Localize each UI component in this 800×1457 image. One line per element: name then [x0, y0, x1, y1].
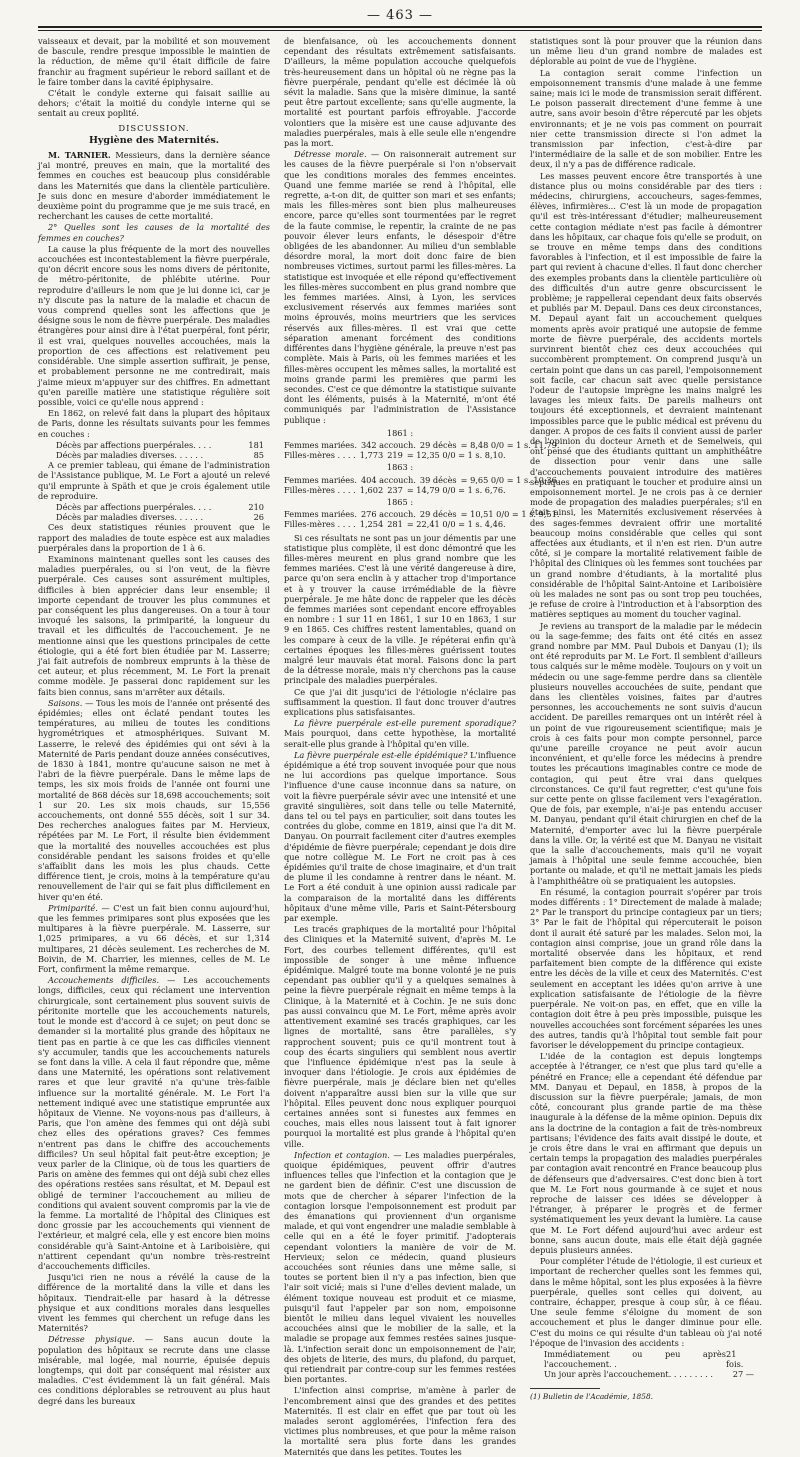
- paragraph: de bienfaisance, où les accouchements donnent cependant des résultats extrêmement satisfaisants. D'ailleurs, la même population accouche quelquefois très-heureusement dans un hôpital où ne règne pas la fièvre puerpérale, pendant qu'elle est décimée là où sévit la maladie. Sans que la misère diminue, la santé peut être partout excellente; sans qu'elle augmente, la mortalité est pourtant parfois effroyable. J'accorde volontiers que la misère est une cause adjuvante des maladies puerpérales, mais à elle seule elle n'engendre pas la mort.: [284, 36, 516, 149]
- paragraph: C'était le condyle externe qui faisait saillie au dehors; c'était la moitié du condyle interne qui se sentait au creux poplité.: [38, 88, 270, 119]
- paragraph: Ces deux statistiques réunies prouvent que le rapport des maladies de toute espèce est aux maladies puerpérales dans la proportion de 1 à 6.: [38, 522, 270, 553]
- paragraph: Pour compléter l'étude de l'étiologie, il est curieux et important de rechercher quelles sont les femmes qui, dans le même hôpital, sont les plus exposées à la fièvre puerpérale, quelles sont celles qui doivent, au contraire, échapper, presque à coup sûr, à ce fléau. Une seule femme s'éloigne du moment de son accouchement et plus le danger diminue pour elle. C'est du moins ce qui résulte d'un tableau où j'ai noté l'époque de l'invasion des accidents :: [530, 1256, 762, 1348]
- table-year: 1861 :: [386, 427, 414, 438]
- paragraph: La fièvre puerpérale est-elle purement sporadique? Mais pourquoi, dans cette hypothèse, la mortalité serait-elle plus grande à l'hôpital qu'en ville.: [284, 718, 516, 749]
- list-item: Décès par affections puerpérales. . . . 181: [56, 439, 264, 450]
- paragraph: Examinons maintenant quelles sont les causes des maladies puerpérales, ou si l'on veut, de la fièvre puerpérale. Ces causes sont assurément multiples, difficiles à bien apprécier dans leur ensemble; il importe cependant de trouver les plus communes et par conséquent les plus dangereuses. On a tour à tour invoqué les saisons, la primiparité, la longueur du travail et les difficultés de l'accouchement. Je ne mentionne ainsi que les questions principales de cette étiologie, qui a été fort bien étudiée par M. Lasserre; j'ai fait autrefois de nombreux emprunts à la thèse de cet auteur, et plus récemment, M. Le Fort la prenait comme modèle. Je passerai donc rapidement sur les faits bien connus, sans m'arrêter aux détails.: [38, 553, 270, 697]
- page-number: — 463 —: [366, 8, 434, 23]
- column-2: [284, 36, 560, 1457]
- paragraph: vaisseaux et devait, par la mobilité et son mouvement de bascule, rendre presque impossible le maintien de la réduction, de même qu'il était difficile de faire franchir au fragment supérieur le rebord saillant et de le faire tomber dans la cavité épiphysaire.: [38, 36, 270, 87]
- table-year: 1863 :: [386, 462, 414, 473]
- paragraph: A ce premier tableau, qui émane de l'administration de l'Assistance publique, M. Le Fort a ajouté un relevé qu'il emprunte à Späth et que je crois également utile de reproduire.: [38, 460, 270, 501]
- column-3: [530, 36, 762, 1401]
- question-heading: 2° Quelles sont les causes de la mortalité des femmes en couches?: [38, 222, 270, 243]
- header-rule-thin: [38, 30, 762, 31]
- footnote-rule: [530, 1388, 600, 1389]
- table-row: Filles-mères . . . . 1,602 237 = 14,79 0/0 = 1 s. 6,76.: [284, 484, 506, 495]
- paragraph: Ce que j'ai dit jusqu'ici de l'étiologie n'éclaire pas suffisamment la question. Il faut donc trouver d'autres explications plus satisfaisantes.: [284, 686, 516, 717]
- paragraph: La contagion serait comme l'infection un empoisonnement transmis d'une malade à une femme saine; mais ici le mode de transmission serait différent. Le poison passerait directement d'une femme à une autre, sans avoir besoin d'être répercuté par les objets environnants; et je ne vois pas comment on pourrait nier cette transmission directe si l'on admet la transmission par infection, c'est-à-dire par l'intermédiaire de la salle et de son mobilier. Entre les deux, il n'y a pas de différence radicale.: [530, 67, 762, 170]
- stats-list: [38, 440, 270, 460]
- table-year: 1865 :: [386, 496, 414, 507]
- paragraph: Infection et contagion. — Les maladies puerpérales, quoique épidémiques, peuvent offrir d'autres influences telles que l'infection et la contagion que je ne gardent bien de définir. C'est une discussion de mots que de chercher à séparer l'infection de la contagion lorsque l'empoisonnement est produit par des émanations qui proviennent d'un organisme malade, et qui vont engendrer une maladie semblable à celle qui en a été le foyer primitif. J'adopterais cependant volontiers la manière de voir de M. Hervieux; selon ce médecin, quand plusieurs accouchées sont réunies dans une même salle, si toutes se portent bien il n'y a pas infection, bien que l'air soit vicié; mais si l'une d'elles devient malade, un élément toxique nouveau est produit et ce miasme, puisqu'il faut l'appeler par son nom, empoisonne bientôt le milieu dans lequel vivaient les nouvelles accouchées ainsi que le mobilier de la salle, et la maladie se propage aux femmes restées saines jusque-là. L'infection serait donc un empoisonnement de l'air, des objets de literie, des murs, du plafond, du parquet, qui retiendrait par contre-coup sur les femmes restées bien portantes.: [284, 1149, 516, 1385]
- column-1: [38, 36, 271, 1406]
- paragraph: Saisons. — Tous les mois de l'année ont présenté des épidémies; elles ont éclaté pendant toutes les températures, au milieu de toutes les conditions hygrométriques et atmosphériques. Suivant M. Lasserre, le relevé des épidémies qui ont sévi à la Maternité de Paris pendant douze années consécutives, de 1830 à 1841, montre qu'aucune saison ne met à l'abri de la fièvre puerpérale. Dans le même laps de temps, les six mois froids de l'année ont fourni une mortalité de 868 décès sur 18,698 accouchements; soit 1 sur 20. Les six mois chauds, sur 15,556 accouchements, ont donné 555 décès, soit 1 sur 34. Des recherches analogues faites par M. Hervieux, répétées par M. Le Fort, il résulte bien évidemment que la mortalité des nouvelles accouchées est plus considérable pendant les saisons froides et qu'elle s'affaiblit dans les mois les plus chauds. Cette différence tient, je crois, moins à la température qu'au renouvellement de l'air qui se fait plus difficilement en hiver qu'en été.: [38, 697, 271, 902]
- section-title: Hygiène des Maternités.: [88, 134, 220, 146]
- stats-list: [38, 502, 270, 522]
- onset-list: [530, 1349, 762, 1380]
- paragraph: En résumé, la contagion pourrait s'opérer par trois modes différents : 1° Directement de malade à malade; 2° Par le transport du principe contagieux par un tiers; 3° Par le fait de l'hôpital qui répercuterait le poison dont il aurait été saturé par les malades. Selon moi, la contagion ainsi comprise, joue un grand rôle dans la mortalité observée dans les hôpitaux, et rend parfaitement bien compte de la différence qui existe entre les décès de la ville et ceux des Maternités. C'est seulement en acceptant les idées qu'on arrive à une explication satisfaisante de l'étiologie de la fièvre puerpérale. Ne voit-on pas, en effet, que en ville la contagion doit être à peu près impossible, puisque les nouvelles accouchées sont forcément séparées les unes des autres, tandis qu'à l'hôpital tout semble fait pour favoriser le développement du principe contagieux.: [530, 886, 762, 1050]
- paragraph: Les tracés graphiques de la mortalité pour l'hôpital des Cliniques et la Maternité suivent, d'après M. Le Fort, des courbes tellement différentes, qu'il est impossible de songer à une même influence épidémique. Malgré toute ma bonne volonté je ne puis cependant pas oublier qu'il y a quelques semaines à peine la fièvre puerpérale régnait en même temps à la Clinique, à la Maternité et à Cochin. Je ne suis donc pas aussi convaincu que M. Le Fort, même après avoir attentivement examiné ses tracés graphiques, car les lignes de mortalité, sans être parallèles, s'y rapprochent souvent; puis ce qu'il montrent tout à coup des écarts singuliers qui semblent nous avertir que l'influence épidémique n'est pas la seule à invoquer dans l'étiologie. Je crois aux épidémies de fièvre puerpérale, mais je déclare bien net qu'elles doivent n'apparaître aussi bien sur la ville que sur l'hôpital. Elles peuvent donc nous expliquer pourquoi certaines années sont si funestes aux femmes en couches, mais elles nous laissent tout à fait ignorer pourquoi la mortalité est plus grande à l'hôpital qu'en ville.: [284, 924, 516, 1149]
- mortality-table: [284, 427, 560, 530]
- paragraph: Jusqu'ici rien ne nous a révélé la cause de la différence de la mortalité dans la ville et dans les hôpitaux. Tiendrait-elle par hasard à la détresse physique et aux conditions morales dans lesquelles vivent les femmes qui cherchent un refuge dans les Maternités?: [38, 1272, 270, 1334]
- table-row: Femmes mariées. 342 accouch. 29 décès = 8,48 0/0 = 1 s. 11,79.: [284, 439, 560, 450]
- paragraph: En 1862, on relevé fait dans la plupart des hôpitaux de Paris, donne les résultats suivants pour les femmes en couches :: [38, 408, 270, 439]
- list-item: Décès par maladies diverses. . . . . . 26: [56, 512, 264, 523]
- paragraph: M. TARNIER. Messieurs, dans la dernière séance j'ai montré, preuves en main, que la mortalité des femmes en couches est beaucoup plus considérable dans les Maternités que dans la clientèle particulière. Je suis donc en mesure d'aborder immédiatement le deuxième point du programme que je me suis tracé, en recherchant les causes de cette mortalité.: [38, 150, 270, 222]
- paragraph: Si ces résultats ne sont pas un jour démentis par une statistique plus complète, il est donc démontré que les filles-mères meurent en plus grand nombre que les femmes mariées. C'est là une vérité dangereuse à dire, parce qu'on sera enclin à y attacher trop d'importance et à y trouver la cause irrémédiable de la fièvre puerpérale. Je me hâte donc de rappeler que les décès de femmes mariées sont cependant encore effroyables en nombre : 1 sur 11 en 1861, 1 sur 10 en 1863, 1 sur 9 en 1865. Ces chiffres restent lamentables, quand on les compare à ceux de la ville. Je répéterai enfin qu'à certaines époques les filles-mères guérissent toutes malgré leur mauvais état moral. Faisons donc la part de la détresse morale, mais n'y cherchons pas la cause principale des maladies puerpérales.: [284, 532, 516, 686]
- table-row: Filles-mères . . . . 1,254 281 = 22,41 0/0 = 1 s. 4,46.: [284, 519, 506, 530]
- list-item: Un jour après l'accouchement. . . . . . . . . 27 —: [544, 1369, 754, 1380]
- paragraph: Détresse morale. — On raisonnerait autrement sur les causes de la fièvre puerpérale si l'on n'observait que les conditions morales des femmes enceintes. Quand une femme mariée se rend à l'hôpital, elle regrette, a-t-on dit, de quitter son mari et ses enfants; mais les filles-mères sont bien plus malheureuses encore, parce qu'elles sont tourmentées par le regret de la faute commise, le repentir, la crainte de ne pas pouvoir élever leurs enfants, le désespoir d'être obligées de les abandonner. Au milieu d'un semblable désordre moral, la mort doit donc faire de bien nombreuses victimes, surtout parmi les filles-mères. La statistique est invoquée et elle répond qu'effectivement les filles-mères succombent en plus grand nombre que les femmes mariées. Ainsi, à Lyon, les services exclusivement réservés aux femmes mariées sont moins éprouvés, moins meurtriers que les services réservés aux filles-mères. Il est vrai que cette séparation amenant forcément des conditions différentes dans l'hygiène générale, la preuve n'est pas complète. Mais à Paris, où les femmes mariées et les filles-mères occupent les mêmes salles, la mortalité est moins grande parmi les premières que parmi les secondes. C'est ce que démontre la statistique suivante dont les éléments, puisés à la Maternité, m'ont été communiqués par l'administration de l'Assistance publique :: [284, 149, 516, 425]
- paragraph: Accouchements difficiles. — Les accouchements longs, difficiles, ceux qui réclament une intervention chirurgicale, sont certainement plus souvent suivis de péritonite mortelle que les accouchements naturels, tout le monde est d'accord à ce sujet; on peut donc se demander si la mortalité plus grande des hôpitaux ne tient pas en partie à ce que les cas difficiles viennent s'y accumuler, tandis que les accouchements naturels se font dans la ville. A cela il faut répondre que, même dans une Maternité, les opérations sont relativement rares et que leur gravité n'a qu'une très-faible influence sur la mortalité générale. M. Le Fort l'a nettement indiqué avec une statistique empruntée aux hôpitaux de Vienne. Ne voyons-nous pas d'ailleurs, à Paris, que l'on amène des femmes qui ont déjà subi chez elles des opérations graves? Ces femmes n'entrent pas dans le chiffre des accouchements difficiles? Un seul hôpital fait peut-être exception; je veux parler de la Clinique, où de tous les quartiers de Paris on amène des femmes qui ont déjà subi chez elles des opérations restées sans résultat, et M. Depaul est obligé de terminer l'accouchement au milieu de conditions qui avaient souvent compromis par la vie de la femme. La mortalité de l'hôpital des Cliniques est donc grossie par les accouchements qui viennent de l'extérieur, et malgré cela, elle y est encore bien moins considérable qu'à Saint-Antoine et à Lariboisière, qui n'attirent cependant qu'un nombre très-restreint d'accouchements difficiles.: [38, 975, 270, 1271]
- footnote: (1) Bulletin de l'Académie, 1858.: [530, 1391, 653, 1401]
- table-row: Femmes mariées. 404 accouch. 39 décès = 9,65 0/0 = 1 s. 10,36.: [284, 474, 560, 485]
- paragraph: Détresse physique. — Sans aucun doute la population des hôpitaux se recrute dans une classe misérable, mal logée, mal nourrie, épuisée depuis longtemps, qui doit par conséquent mal résister aux maladies. C'est évidemment là un fait général. Mais ces conditions déplorables se retrouvent au plus haut degré dans les bureaux: [38, 1334, 270, 1406]
- list-item: Immédiatement ou peu après l'accouchement. . 21 fois.: [544, 1349, 744, 1370]
- paragraph: Les masses peuvent encore être transportés à une distance plus ou moins considérable par des tiers : médecins, chirurgiens, accoucheurs, sages-femmes, élèves, infirmières... C'est là un mode de propagation qu'il est très-intéressant d'étudier; malheureusement cette contagion médiate n'est pas facile à démontrer dans les hôpitaux, car chaque fois qu'elle se produit, on se trouve en même temps dans des conditions favorables à l'infection, et il est impossible de faire la part qui revient à chacune d'elles. Il faut donc chercher des exemples probants dans la clientèle particulière où des difficultés d'un autre genre obscurcissent le problème; je rappellerai cependant deux faits observés et publiés par M. Depaul. Dans ces deux circonstances, M. Depaul ayant fait un accouchement quelques moments après avoir pratiqué une autopsie de femme morte de fièvre puerpérale, des accidents mortels survinrent bientôt chez ces deux accouchées qui succombèrent promptement. On comprend jusqu'à un certain point que dans un cas pareil, l'empoisonnement soit facile, car chacun sait avec quelle persistance l'odeur de l'autopsie imprègne les mains malgré les lavages les mieux faits. De pareils malheurs ont toujours été exceptionnels, et devraient maintenant impossibles parce que le public médical est prévenu du danger. A propos de ces faits il convient aussi de parler de l'opinion du docteur Arneth et de Semelweis, qui ont pensé que des étudiants quittant un amphithéâtre de dissection pour venir dans une salle d'accouchements pouvaient introduire des matières septiques en pratiquant le toucher et produire ainsi un empoisonnement mortel. Je ne crois pas à ce dernier mode de propagation des maladies puerpérales; s'il en était ainsi, les Maternités exclusivement réservées à des sages-femmes devraient offrir une mortalité beaucoup moins considérable que celles qui sont affectées aux étudiants, et il n'en est rien. D'un autre côté, si je compare la mortalité relativement faible de l'hôpital des Cliniques où les femmes sont touchées par un grand nombre d'étudiants, à la mortalité plus considérable de l'hôpital Saint-Antoine et Lariboisière où les malades ne sont pas ou sont trop peu touchées, je refuse de croire à l'introduction et à l'absorption des matières septiques au moment du toucher vaginal.: [530, 170, 762, 620]
- paragraph: Je reviens au transport de la maladie par le médecin ou la sage-femme; des faits ont été cités en assez grand nombre par MM. Paul Dubois et Danyau (1); ils ont été reproduits par M. Le Fort. Il semblent d'ailleurs tous calqués sur le même modèle. Toujours on y voit un médecin ou une sage-femme perdre dans sa clientèle plusieurs nouvelles accouchées de suite, pendant que dans les clientèles voisines, faites par d'autres personnes, les accouchements ne sont suivis d'aucun accident. De pareilles remarques ont un intérêt réel à un point de vue rigoureusement scientifique; mais je crois à ces faits pour mon compte personnel, parce qu'une pareille croyance ne peut avoir aucun inconvénient, et qu'elle force les médecins à prendre toutes les précautions imaginables contre ce mode de contagion, qui peut être vrai dans quelques circonstances. Ce qu'il faut regretter, c'est qu'une fois sur cette pente on glisse facilement vers l'exagération. Que de fois, par exemple, n'ai-je pas entendu accuser M. Danyau, pendant qu'il était chirurgien en chef de la Maternité, d'emporter avec lui la fièvre puerpérale dans la ville. Or, la vérité est que M. Danyau ne visitait que la salle d'accouchements, mais qu'il ne voyait jamais à l'hôpital une seule femme accouchée, bien portante ou malade, et qu'il ne mettait jamais les pieds à l'amphithéâtre où se pratiquaient les autopsies.: [530, 620, 762, 886]
- paragraph: L'infection ainsi comprise, m'amène à parler de l'encombrement ainsi que des grandes et des petites Maternités. Il est clair en effet que par tout où les malades seront agglomérées, l'infection fera des victimes plus nombreuses, et que pour la même raison la mortalité sera plus forte dans les grandes Maternités que dans les petites. Toutes les: [284, 1385, 516, 1457]
- paragraph: La fièvre puerpérale est-elle épidémique? L'influence épidémique a été trop souvent invoquée pour que nous ne lui accordions pas quelque importance. Sous l'influence d'une cause inconnue dans sa nature, on voit la fièvre puerpérale sévir avec une intensité et une gravité singulières, soit dans telle ou telle Maternité, dans tel ou tel pays en particulier, soit dans toutes les contrées du globe, comme en 1819, ainsi que l'a dit M. Danyau. On pourrait facilement citer d'autres exemples d'épidémie de fièvre puerpérale; cependant je dois dire que notre collègue M. Le Fort ne croit pas à ces épidémies qu'il traite de chose imaginaire, et d'un trait de plume il les condamne à rentrer dans le néant. M. Le Fort a été conduit à une opinion aussi radicale par la comparaison de la mortalité dans les différents hôpitaux d'une même ville, Paris et Saint-Pétersbourg par exemple.: [284, 749, 516, 924]
- paragraph: statistiques sont là pour prouver que la réunion dans un même lieu d'un grand nombre de malades est déplorable au point de vue de l'hygiène.: [530, 36, 762, 67]
- paragraph: Primiparité. — C'est un fait bien connu aujourd'hui, que les femmes primipares sont plus exposées que les multipares à la fièvre puerpérale. M. Lasserre, sur 1,025 primipares, a vu 66 décès, et sur 1,314 multipares, 21 décès seulement. Les recherches de M. Boivin, de M. Charrier, les miennes, celles de M. Le Fort, confirment la même remarque.: [38, 902, 270, 975]
- paragraph: L'idée de la contagion est depuis longtemps acceptée à l'étranger, ce n'est que plus tard qu'elle a pénétré en France; elle a cependant été défendue par MM. Danyau et Depaul, en 1858, à propos de la discussion sur la fièvre puerpérale; jamais, de mon côté, concourant plus grande partie de ma thèse inaugurale à la défense de la même opinion. Depuis dix ans la doctrine de la contagion a fait de très-nombreux partisans; l'évidence des faits avait dissipé le doute, et je crois être dans le vrai en affirmant que depuis un certain temps la propagation des maladies puerpérales par contagion avait rencontré en France beaucoup plus de défenseurs que d'adversaires. C'est donc bien à tort que M. Le Fort nous gourmande à ce sujet et nous reproche de laisser ces idées se développer à l'étranger, à préparer le progrès et de fermer systématiquement les yeux devant la lumière. La cause que M. Le Fort défend aujourd'hui avec ardeur est bonne, sans aucun doute, mais elle était déjà gagnée depuis plusieurs années.: [530, 1051, 762, 1255]
- list-item: Décès par affections puerpérales. . . . 210: [56, 501, 264, 512]
- table-row: Filles-mères . . . . 1,773 219 = 12,35 0/0 = 1 s. 8,10.: [284, 450, 506, 461]
- table-row: Femmes mariées. 276 accouch. 29 décès = 10,51 0/0 = 1 s. 9,51.: [284, 509, 560, 520]
- list-item: Décès par maladies diverses. . . . . . 85: [56, 449, 264, 460]
- discussion-heading: DISCUSSION.: [118, 122, 190, 133]
- article-columns: [38, 36, 762, 1457]
- paragraph: La cause la plus fréquente de la mort des nouvelles accouchées est incontestablement la fièvre puerpérale, qu'on décrit encore sous les noms divers de péritonite, de métro-péritonite, de phlébite utérine. Pour reproduire d'ailleurs le nom que je lui donne ici, car je n'y discute pas la nature de la maladie et chacun de vous comprend quelles sont les affections que je désigne sous le nom de fièvre puerpérale. Des maladies étrangères pour ainsi dire à l'état puerpéral, font périr, il est vrai, quelques nouvelles accouchées, mais la proportion de ces affections est relativement peu considérable. Une simple assertion suffirait, je pense, et probablement personne ne me contredirait, mais j'aime mieux m'appuyer sur des chiffres. En admettant qu'en pareille matière une statistique régulière soit possible, voici ce qu'elle nous apprend :: [38, 243, 270, 407]
- header-rule: [38, 26, 762, 28]
- speaker-name: M. TARNIER.: [48, 150, 111, 161]
